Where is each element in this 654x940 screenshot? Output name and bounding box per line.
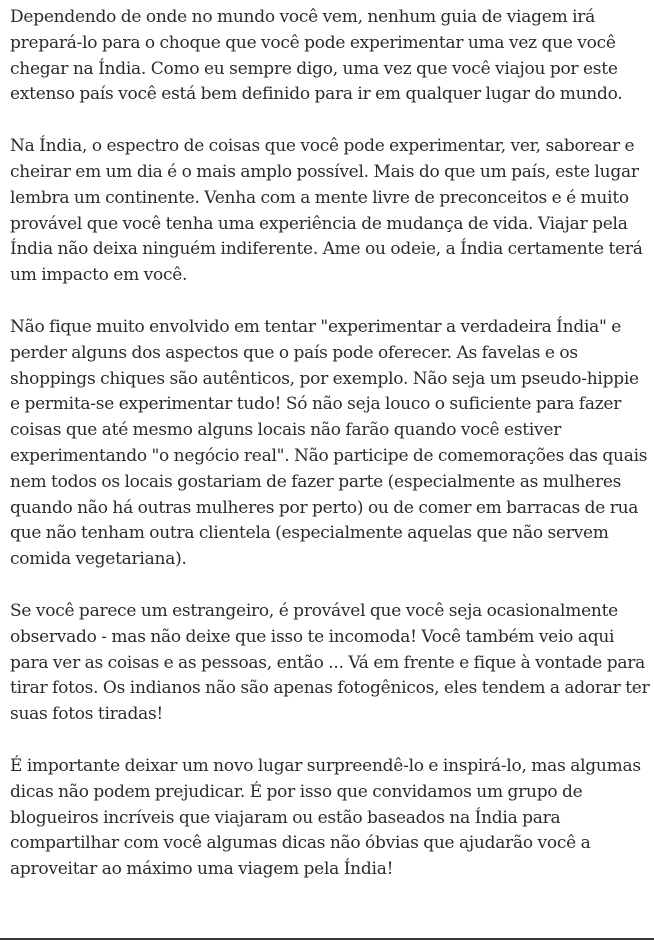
paragraph-tips: É importante deixar um novo lugar surpreendê-lo e inspirá-lo, mas algumas dicas não podem prejudicar. É por isso que convidamos um grupo de blogueiros incríveis que viajaram ou estão baseados na Índia para compartilhar com você algumas dicas não óbvias que ajudarão você a aproveitar ao máximo uma viagem pela Índia! <box>10 755 641 880</box>
paragraph-foreigner: Se você parece um estrangeiro, é provável que você seja ocasionalmente observado - mas não deixe que isso te incomoda! Você também veio aqui para ver as coisas e as pessoas, então ... Vá em frente e fique à vontade para tirar fotos. Os indianos não são apenas fotogênicos, eles tendem a adorar ter suas fotos tiradas! <box>10 600 650 725</box>
article-body <box>10 5 650 883</box>
paragraph-intro: Dependendo de onde no mundo você vem, nenhum guia de viagem irá prepará-lo para o choque que você pode experimentar uma vez que você chegar na Índia. Como eu sempre digo, uma vez que você viajou por este extenso país você está bem definido para ir em qualquer lugar do mundo. <box>10 7 623 105</box>
paragraph-real-india: Não fique muito envolvido em tentar "experimentar a verdadeira Índia" e perder alguns dos aspectos que o país pode oferecer. As favelas e os shoppings chiques são autênticos, por exemplo. Não seja um pseudo-hippie e permita-se experimentar tudo! Só não seja louco o suficiente para fazer coisas que até mesmo alguns locais não farão quando você estiver experimentando "o negócio real". Não participe de comemorações das quais nem todos os locais gostariam de fazer parte (especialmente as mulheres quando não há outras mulheres por perto) ou de comer em barracas de rua que não tenham outra clientela (especialmente aquelas que não servem comida vegetariana). <box>10 316 648 570</box>
paragraph-spectrum: Na Índia, o espectro de coisas que você pode experimentar, ver, saborear e cheirar em um dia é o mais amplo possível. Mais do que um país, este lugar lembra um continente. Venha com a mente livre de preconceitos e é muito provável que você tenha uma experiência de mudança de vida. Viajar pela Índia não deixa ninguém indiferente. Ame ou odeie, a Índia certamente terá um impacto em você. <box>10 136 643 286</box>
